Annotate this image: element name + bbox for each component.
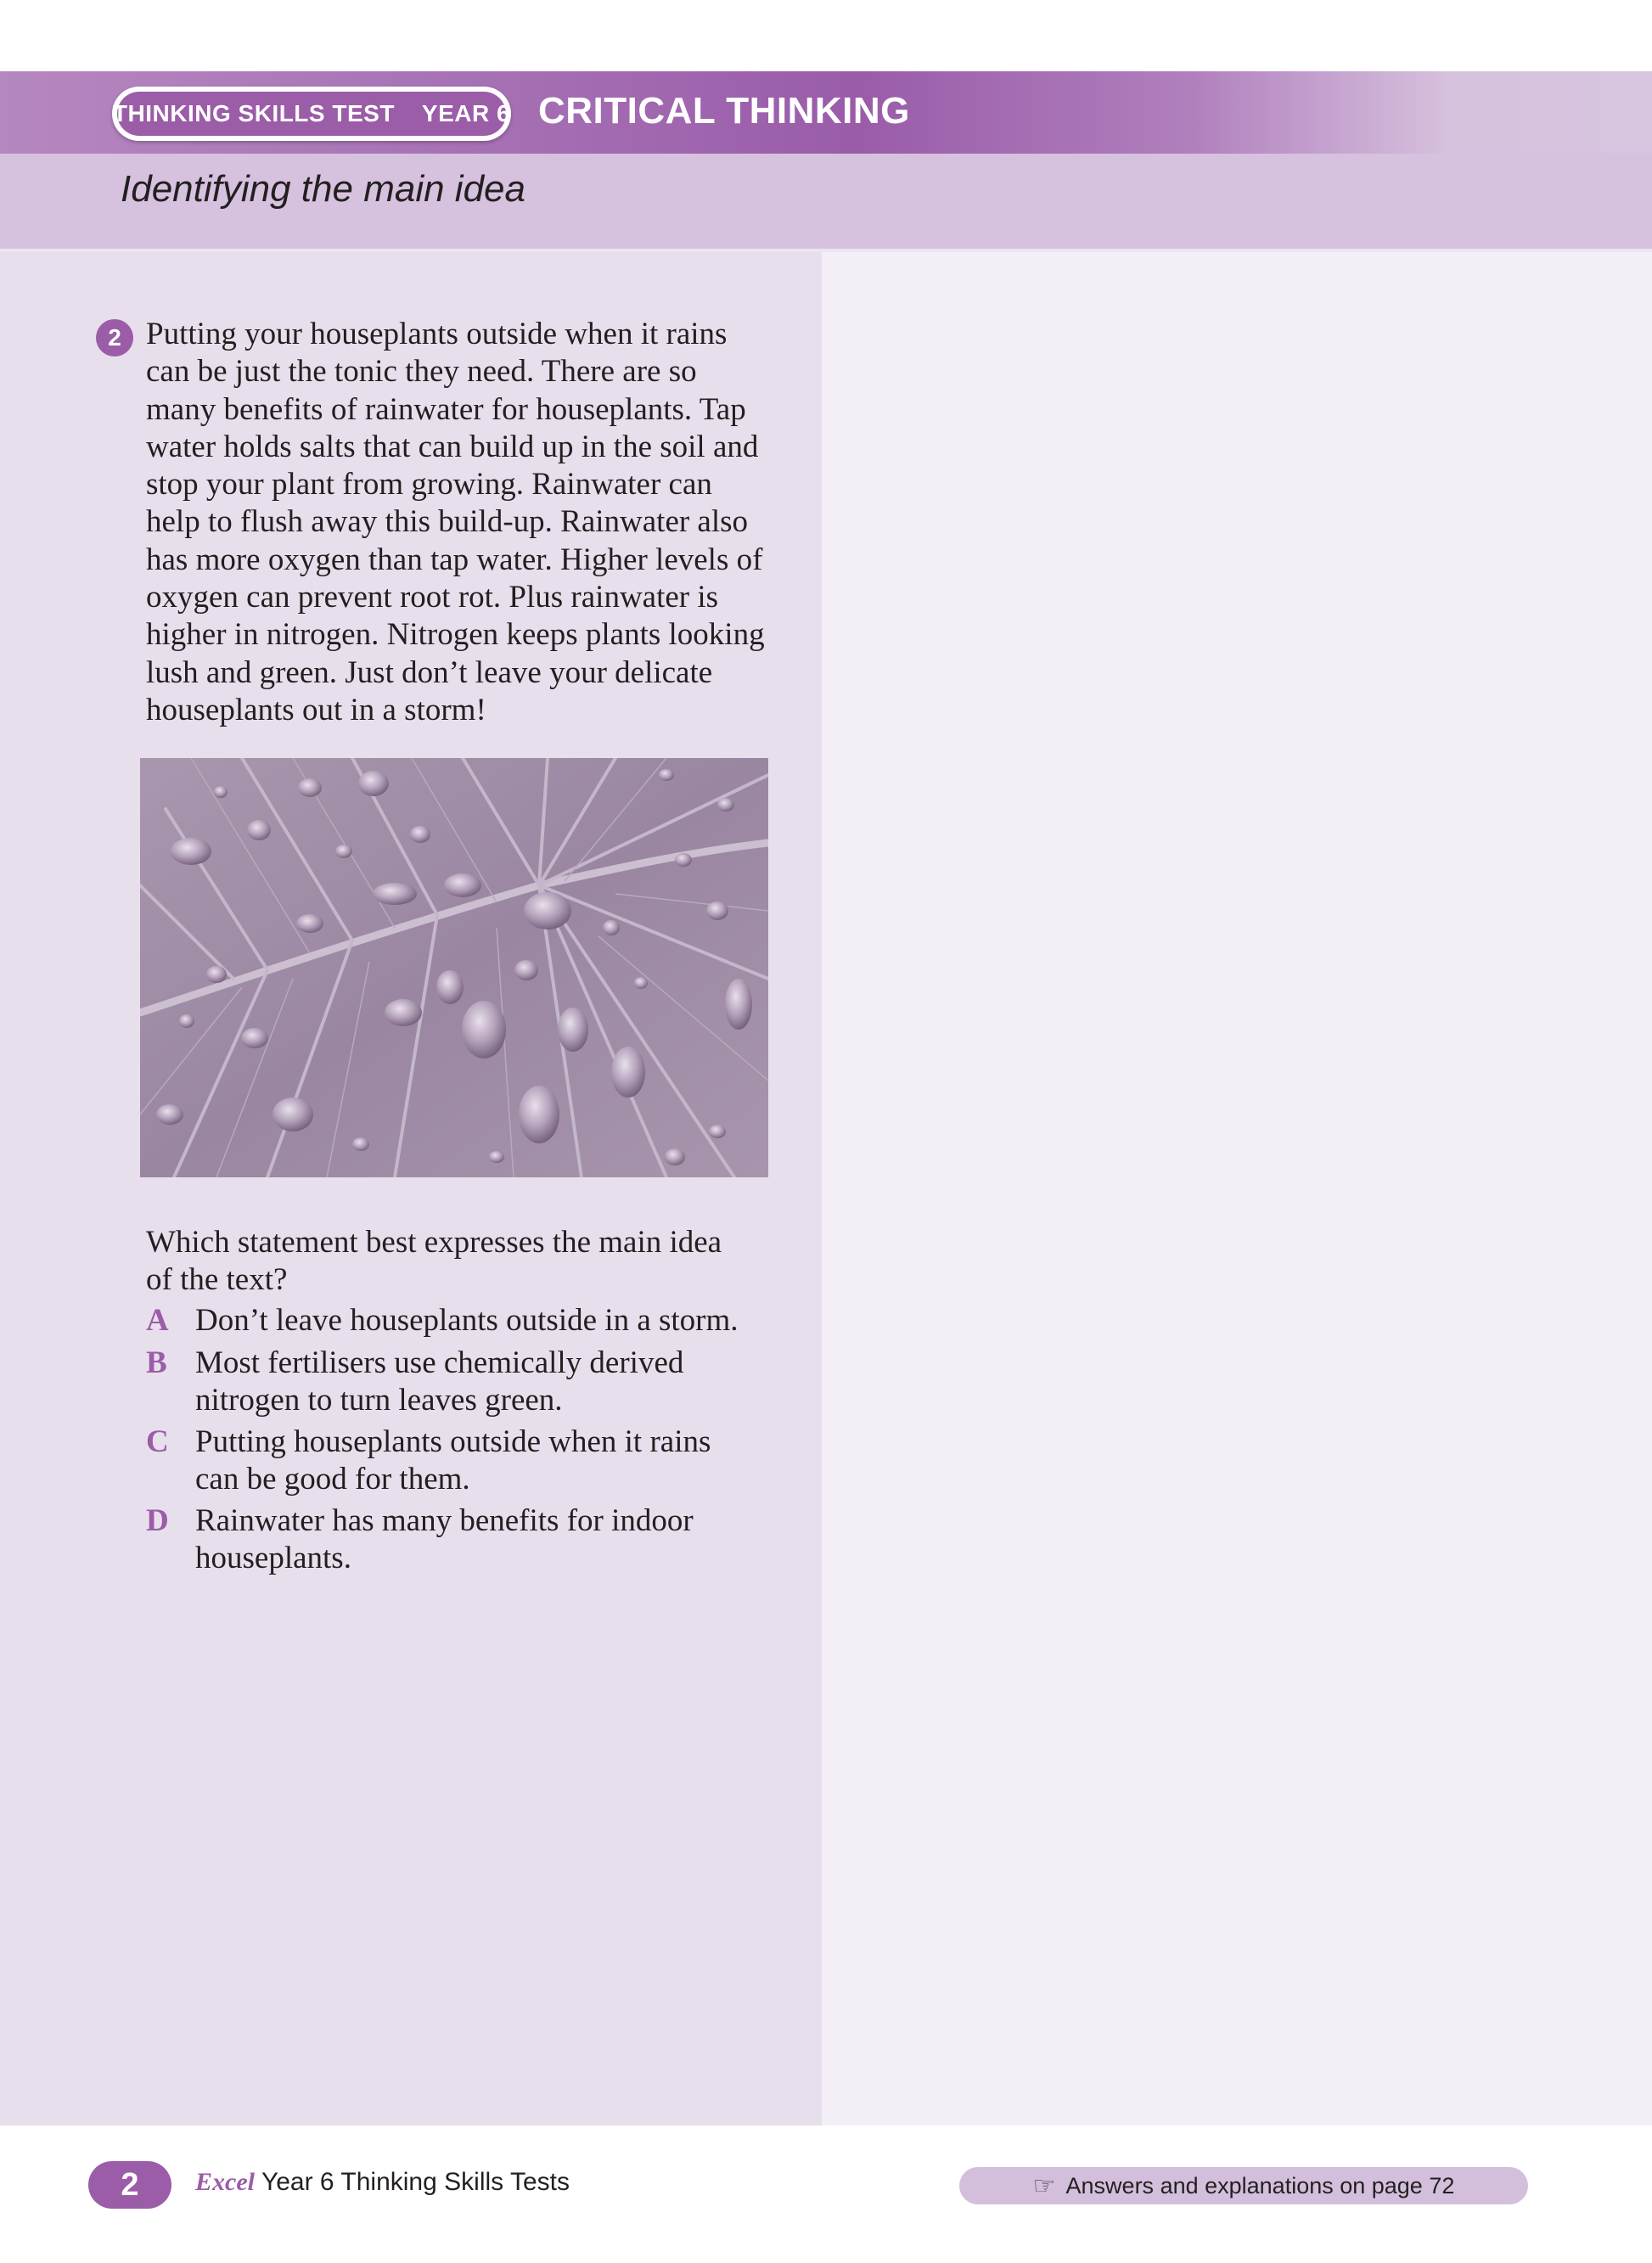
page-number-badge: 2 — [88, 2161, 171, 2209]
passage-line: many benefits of rainwater for houseplants. Tap — [146, 391, 746, 427]
option-d[interactable] — [146, 1502, 800, 1577]
question-prompt — [146, 1224, 791, 1299]
leaf-raindrops-photo — [140, 758, 768, 1177]
passage-line: houseplants out in a storm! — [146, 692, 486, 727]
option-line: can be good for them. — [195, 1462, 470, 1496]
option-line: Most fertilisers use chemically derived — [195, 1345, 684, 1380]
blank-column — [822, 252, 1652, 2125]
passage-line: lush and green. Just don’t leave your delicate — [146, 654, 713, 690]
passage-line: has more oxygen than tap water. Higher levels of — [146, 542, 763, 577]
brand-name: Excel — [195, 2168, 255, 2196]
year-label: YEAR 6 — [421, 100, 511, 126]
passage-text — [146, 316, 800, 729]
passage-line: help to flush away this build-up. Rainwater also — [146, 504, 749, 540]
option-text — [195, 1302, 739, 1339]
option-b[interactable] — [146, 1345, 800, 1419]
option-line: nitrogen to turn leaves green. — [195, 1383, 563, 1418]
option-letter: A — [146, 1303, 169, 1338]
option-letter: D — [146, 1503, 169, 1538]
option-letter: B — [146, 1345, 167, 1380]
option-line: houseplants. — [195, 1541, 351, 1575]
passage-line: can be just the tonic they need. There are so — [146, 354, 697, 390]
passage-line: higher in nitrogen. Nitrogen keeps plants looking — [146, 617, 765, 653]
book-title — [195, 2168, 570, 2197]
prompt-line: Which statement best expresses the main idea — [146, 1225, 722, 1260]
option-line: Putting houseplants outside when it rains — [195, 1424, 711, 1459]
passage-line: oxygen can prevent root rot. Plus rainwater is — [146, 580, 719, 615]
option-text — [195, 1345, 683, 1419]
pointing-hand-icon: ☞ — [1032, 2171, 1056, 2200]
passage-line: Putting your houseplants outside when it rains — [146, 317, 728, 351]
option-a[interactable] — [146, 1302, 800, 1339]
answers-note: Answers and explanations on page 72 — [1065, 2172, 1455, 2198]
option-line: Don’t leave houseplants outside in a storm. — [195, 1303, 739, 1338]
prompt-line: of the text? — [146, 1262, 288, 1297]
book-title-text: Year 6 Thinking Skills Tests — [261, 2168, 570, 2196]
answers-reference — [959, 2167, 1528, 2204]
question-number-badge: 2 — [96, 319, 133, 357]
option-text — [195, 1424, 711, 1498]
test-label-pill — [112, 92, 511, 136]
option-text — [195, 1502, 694, 1577]
passage-line: stop your plant from growing. Rainwater can — [146, 467, 712, 503]
topic-title: Identifying the main idea — [121, 168, 525, 210]
section-title: CRITICAL THINKING — [538, 90, 910, 132]
option-letter: C — [146, 1424, 169, 1459]
passage-line: water holds salts that can build up in the soil and — [146, 429, 759, 464]
test-label: THINKING SKILLS TEST — [112, 100, 395, 126]
option-line: Rainwater has many benefits for indoor — [195, 1503, 694, 1538]
option-c[interactable] — [146, 1424, 800, 1498]
